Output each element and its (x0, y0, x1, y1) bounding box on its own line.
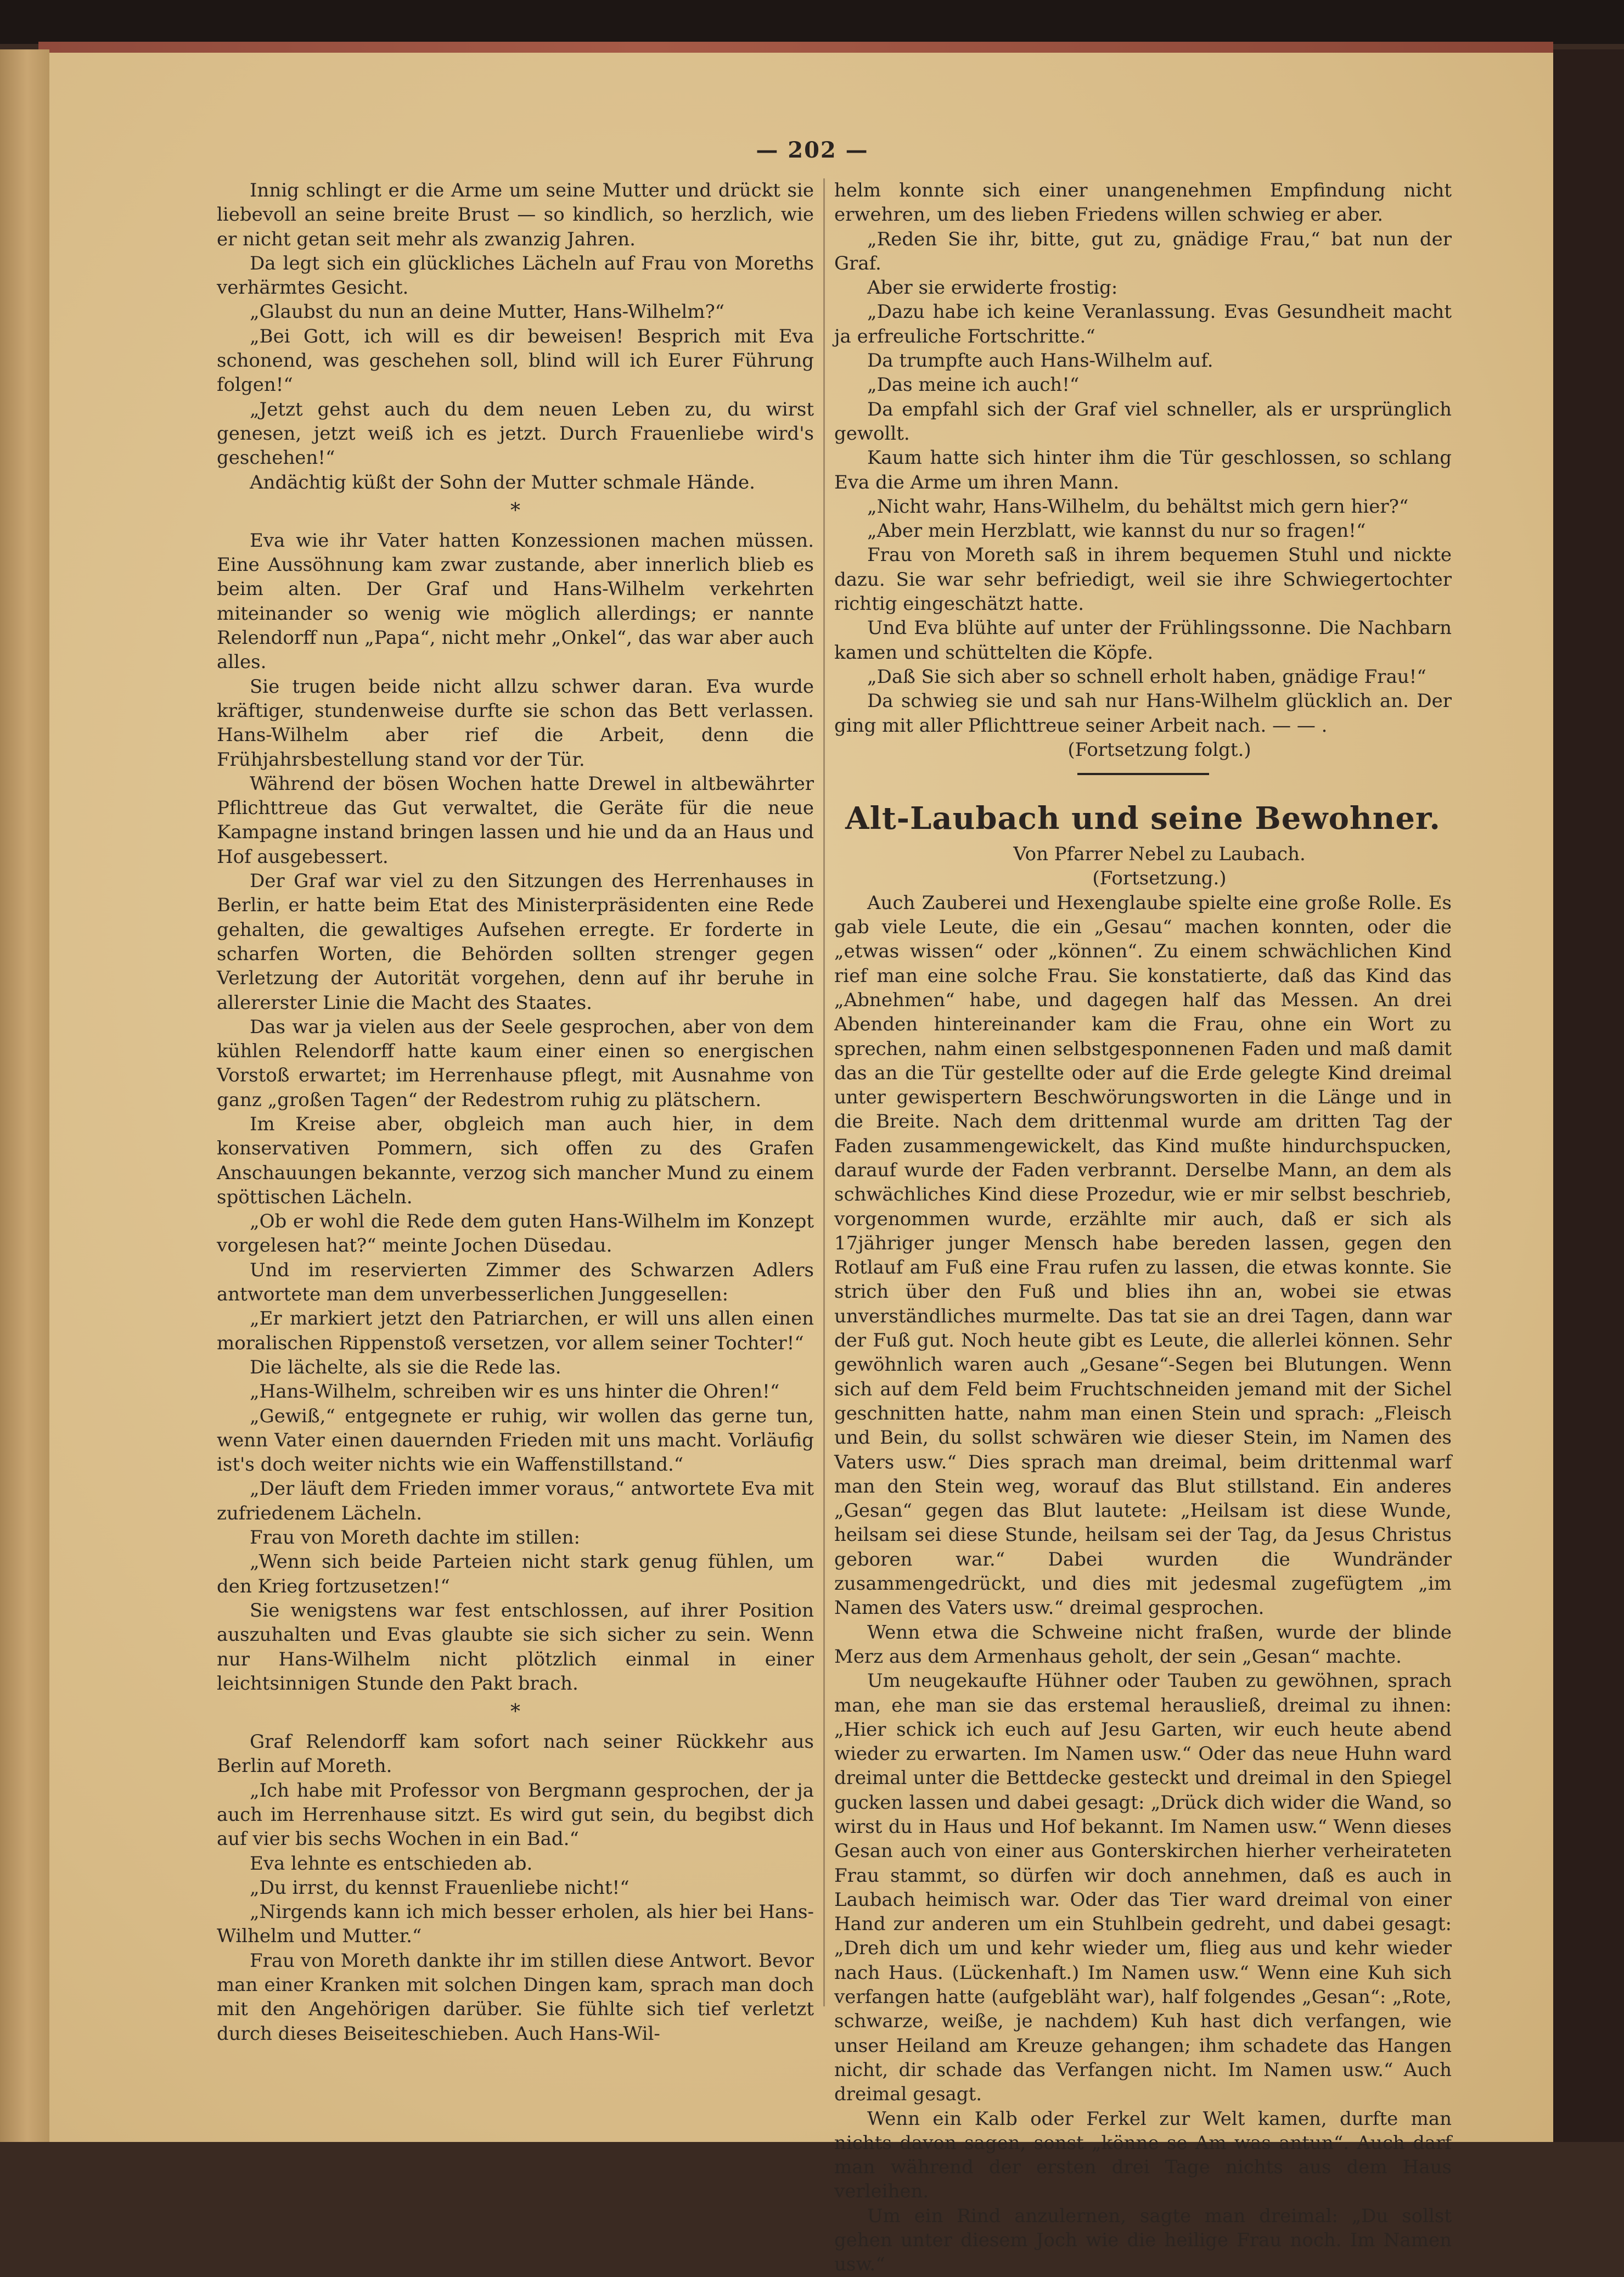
paragraph: Da empfahl sich der Graf viel schneller, als er ursprünglich gewollt. (834, 398, 1452, 445)
paragraph: Der Graf war viel zu den Sitzungen des Herrenhauses in Berlin, er hatte beim Etat des Ministerpräsidenten eine Rede gehalten, die gewaltiges Aufsehen erregte. Er forderte in scharfen Worten, die Behörden sollten strenger gegen Verletzung der Autorität vorgehen, denn auf ihr beruhe in allererster Linie die Macht des Staates. (217, 870, 814, 1014)
paragraph: „Reden Sie ihr, bitte, gut zu, gnädige Frau,“ bat nun der Graf. (834, 228, 1452, 274)
paragraph: Wenn ein Kalb oder Ferkel zur Welt kamen, durfte man nichts davon sagen, sonst „könne se Am was antun“. Auch darf man während der ersten drei Tage nichts aus dem Haus verleihen. (834, 2107, 1452, 2203)
paragraph: Da schwieg sie und sah nur Hans-Wilhelm glücklich an. Der ging mit aller Pflichttreue seiner Arbeit nach. — — . (834, 690, 1452, 737)
paragraph: Frau von Moreth dankte ihr im stillen diese Antwort. Bevor man einer Kranken mit solchen Dingen kam, sprach man doch mit den Angehörigen darüber. Sie fühlte sich tief verletzt durch dieses Beiseiteschieben. Auch Hans-Wil- (217, 1949, 814, 2045)
column-divider (823, 178, 825, 2006)
paragraph: „Ob er wohl die Rede dem guten Hans-Wilhelm im Konzept vorgelesen hat?“ meinte Jochen Düsedau. (217, 1210, 814, 1257)
paragraph: Eva wie ihr Vater hatten Konzessionen machen müssen. Eine Aussöhnung kam zwar zustande, aber innerlich blieb es beim alten. Der Graf und Hans-Wilhelm verkehrten miteinander so wenig wie möglich allerdings; er nannte Relendorff nun „Papa“, nicht mehr „Onkel“, das war aber auch alles. (217, 529, 814, 674)
paragraph: Das war ja vielen aus der Seele gesprochen, aber von dem kühlen Relendorff hatte kaum einer einen so energischen Vorstoß erwartet; im Herrenhause pflegt, mit Ausnahme von ganz „großen Tagen“ der Redestrom ruhig zu plätschern. (217, 1016, 814, 1111)
paragraph: Frau von Moreth saß in ihrem bequemen Stuhl und nickte dazu. Sie war sehr befriedigt, weil sie ihre Schwiegertochter richtig eingeschätzt hatte. (834, 544, 1452, 615)
paragraph: Andächtig küßt der Sohn der Mutter schmale Hände. (250, 471, 755, 493)
paragraph: Sie wenigstens war fest entschlossen, auf ihrer Position auszuhalten und Evas glaubte sie sich sicher zu sein. Wenn nur Hans-Wilhelm nicht plötzlich einmal in einer leichtsinnigen Stunde den Pakt brach. (217, 1599, 814, 1695)
continuation-note: (Fortsetzung folgt.) (1067, 738, 1251, 761)
paragraph: „Nicht wahr, Hans-Wilhelm, du behältst mich gern hier?“ (867, 495, 1409, 518)
paragraph: helm konnte sich einer unangenehmen Empfindung nicht erwehren, um des lieben Friedens willen schwieg er aber. (834, 180, 1452, 226)
paragraph: Und im reservierten Zimmer des Schwarzen Adlers antwortete man dem unverbesserlichen Junggesellen: (217, 1259, 814, 1306)
paragraph: Und Eva blühte auf unter der Frühlingssonne. Die Nachbarn kamen und schüttelten die Köpfe. (834, 617, 1452, 664)
paragraph: Eva lehnte es entschieden ab. (250, 1852, 533, 1875)
paragraph: Um ein Rind anzulernen, sagte man dreimal: „Du sollst gehen unter diesem Joch wie die heilige Frau noch. Im Namen usw.“ (834, 2205, 1452, 2276)
right-column (834, 178, 1452, 2277)
paragraph: „Er markiert jetzt den Patriarchen, er will uns allen einen moralischen Rippenstoß versetzen, vor allem seiner Tochter!“ (217, 1308, 814, 1354)
paragraph: „Glaubst du nun an deine Mutter, Hans-Wilhelm?“ (250, 301, 725, 323)
paragraph: „Ich habe mit Professor von Bergmann gesprochen, der ja auch im Herrenhause sitzt. Es wird gut sein, du begibst dich auf vier bis sechs Wochen in ein Bad.“ (217, 1779, 814, 1850)
paragraph: Die lächelte, als sie die Rede las. (250, 1356, 561, 1378)
paragraph: Im Kreise aber, obgleich man auch hier, in dem konservativen Pommern, sich offen zu des Grafen Anschauungen bekannte, verzog sich mancher Mund zu einem spöttischen Lächeln. (217, 1113, 814, 1208)
paragraph: „Hans-Wilhelm, schreiben wir es uns hinter die Ohren!“ (250, 1381, 780, 1403)
paragraph: Innig schlingt er die Arme um seine Mutter und drückt sie liebevoll an seine breite Brust — so kindlich, so herzlich, wie er nicht getan seit mehr als zwanzig Jahren. (217, 180, 814, 250)
scanner-right-margin (1553, 49, 1624, 2142)
paragraph: Da legt sich ein glückliches Lächeln auf Frau von Moreths verhärmtes Gesicht. (217, 252, 814, 299)
book-spine-edge (38, 42, 1553, 54)
section-separator: * (510, 1701, 520, 1724)
article-continuation: (Fortsetzung.) (1092, 867, 1227, 890)
paragraph: „Gewiß,“ entgegnete er ruhig, wir wollen das gerne tun, wenn Vater einen dauernden Frieden mit uns macht. Vorläufig ist's doch weiter nichts wie ein Waffenstillstand.“ (217, 1405, 814, 1476)
paragraph: Kaum hatte sich hinter ihm die Tür geschlossen, so schlang Eva die Arme um ihren Mann. (834, 447, 1452, 493)
paragraph: Da trumpfte auch Hans-Wilhelm auf. (867, 350, 1213, 372)
article-byline: Von Pfarrer Nebel zu Laubach. (1013, 843, 1306, 866)
paragraph: „Dazu habe ich keine Veranlassung. Evas Gesundheit macht ja erfreuliche Fortschritte.“ (834, 301, 1452, 347)
paragraph: Während der bösen Wochen hatte Drewel in altbewährter Pflichttreue das Gut verwaltet, die Geräte für die neue Kampagne instand bringen lassen und hie und da an Haus und Hof ausgebessert. (217, 772, 814, 868)
paragraph: Frau von Moreth dachte im stillen: (250, 1527, 580, 1549)
page-number: — 202 — (756, 137, 869, 163)
page-left-edge (0, 49, 49, 2142)
paragraph: Sie trugen beide nicht allzu schwer daran. Eva wurde kräftiger, stundenweise durfte sie schon das Bett verlassen. Hans-Wilhelm aber rief die Arbeit, denn die Frühjahrsbestellung stand vor der Tür. (217, 675, 814, 771)
paragraph: Um neugekaufte Hühner oder Tauben zu gewöhnen, sprach man, ehe man sie das erstemal herausließ, dreimal zu ihnen: „Hier schick ich euch auf Jesu Garten, wir euch heute abend wieder zu erwarten. Im Namen usw.“ Oder das neue Huhn ward dreimal unter die Bettdecke gesteckt und dreimal in den Spiegel gucken lassen und dabei gesagt: „Drück dich wider die Wand, so wirst du in Haus und Hof bekannt. Im Namen usw.“ Wenn dieses Gesan auch von einer aus Gonterskirchen hierher verheirateten Frau stammt, so dürfen wir doch annehmen, daß es auch in Laubach heimisch war. Oder das Tier ward dreimal von einer Hand zur anderen um ein Stuhlbein gedreht, und dabei gesagt: „Dreh dich um und kehr wieder um, flieg aus und kehr wieder nach Haus. (Lückenhaft.) Im Namen usw.“ Wenn eine Kuh sich verfangen hatte (aufgebläht war), half folgendes „Gesan“: „Rote, schwarze, weiße, je nachdem) Kuh hast dich verfangen, wie unser Heiland am Kreuze gehangen; ihm schadete das Hangen nicht, dir schade das Verfangen nicht. Im Namen usw.“ Auch dreimal gesagt. (834, 1670, 1452, 2106)
section-rule (1077, 773, 1209, 775)
paragraph: Wenn etwa die Schweine nicht fraßen, wurde der blinde Merz aus dem Armenhaus geholt, der sein „Gesan“ machte. (834, 1621, 1452, 1668)
paragraph: „Der läuft dem Frieden immer voraus,“ antwortete Eva mit zufriedenem Lächeln. (217, 1478, 814, 1524)
paragraph: „Bei Gott, ich will es dir beweisen! Besprich mit Eva schonend, was geschehen soll, blind will ich Eurer Führung folgen!“ (217, 325, 814, 396)
left-column (217, 178, 814, 2046)
paragraph: „Aber mein Herzblatt, wie kannst du nur so fragen!“ (867, 520, 1366, 542)
paragraph: „Daß Sie sich aber so schnell erholt haben, gnädige Frau!“ (867, 665, 1426, 688)
paragraph: „Nirgends kann ich mich besser erholen, als hier bei Hans-Wilhelm und Mutter.“ (217, 1901, 814, 1948)
paragraph: „Jetzt gehst auch du dem neuen Leben zu, du wirst genesen, jetzt weiß ich es jetzt. Durch Frauenliebe wird's geschehen!“ (217, 398, 814, 469)
paragraph: Aber sie erwiderte frostig: (867, 277, 1118, 299)
paragraph: „Du irrst, du kennst Frauenliebe nicht!“ (250, 1876, 630, 1899)
article-title: Alt-Laubach und seine Bewohner. (845, 800, 1441, 837)
paragraph: Auch Zauberei und Hexenglaube spielte eine große Rolle. Es gab viele Leute, die ein „Gesau“ machen konnten, oder die „etwas wissen“ oder „können“. Zu einem schwächlichen Kind rief man eine solche Frau. Sie konstatierte, daß das Kind das „Abnehmen“ habe, und dagegen half das Messen. An drei Abenden hintereinander kam die Frau, ohne ein Wort zu sprechen, nahm einen selbstgesponnenen Faden und maß damit das an die Tür gestellte oder auf die Erde gelegte Kind dreimal unter gewispertern Beschwörungsworten in die Länge und in die Breite. Nach dem drittenmal wurde am dritten Tag der Faden zusammengewickelt, das Kind mußte hindurchspucken, darauf wurde der Faden verbrannt. Derselbe Mann, an dem als schwächliches Kind diese Prozedur, wie er mir selbst beschrieb, vorgenommen wurde, erzählte mir auch, daß er sich als 17jähriger junger Mensch habe bereden lassen, gegen den Rotlauf am Fuß eine Frau rufen zu lassen, die etwas konnte. Sie strich über den Fuß und blies ihn an, wobei sie etwas unverständliches murmelte. Das tat sie an drei Tagen, dann war der Fuß gut. Noch heute gibt es Leute, die allerlei können. Sehr gewöhnlich waren auch „Gesane“-Segen bei Blutungen. Wenn sich auf dem Feld beim Fruchtschneiden jemand mit der Sichel geschnitten hatte, nahm man einen Stein und sprach: „Fleisch und Bein, du sollst schwären wie dieser Stein, im Namen des Vaters usw.“ Dies sprach man dreimal, beim drittenmal warf man den Stein weg, worauf das Blut stillstand. Ein anderes „Gesan“ gegen das Blut lautete: „Heilsam ist diese Wunde, heilsam sei diese Stunde, heilsam sei der Tag, da Jesus Christus geboren war.“ Dabei wurden die Wundränder zusammengedrückt, und dies mit jedesmal zugefügtem „im Namen des Vaters usw.“ dreimal gesprochen. (834, 891, 1452, 1619)
scanner-top-band (0, 0, 1624, 44)
paragraph: „Wenn sich beide Parteien nicht stark genug fühlen, um den Krieg fortzusetzen!“ (217, 1551, 814, 1597)
paragraph: „Das meine ich auch!“ (867, 374, 1080, 396)
section-separator: * (510, 499, 520, 522)
paragraph: Graf Relendorff kam sofort nach seiner Rückkehr aus Berlin auf Moreth. (217, 1731, 814, 1777)
